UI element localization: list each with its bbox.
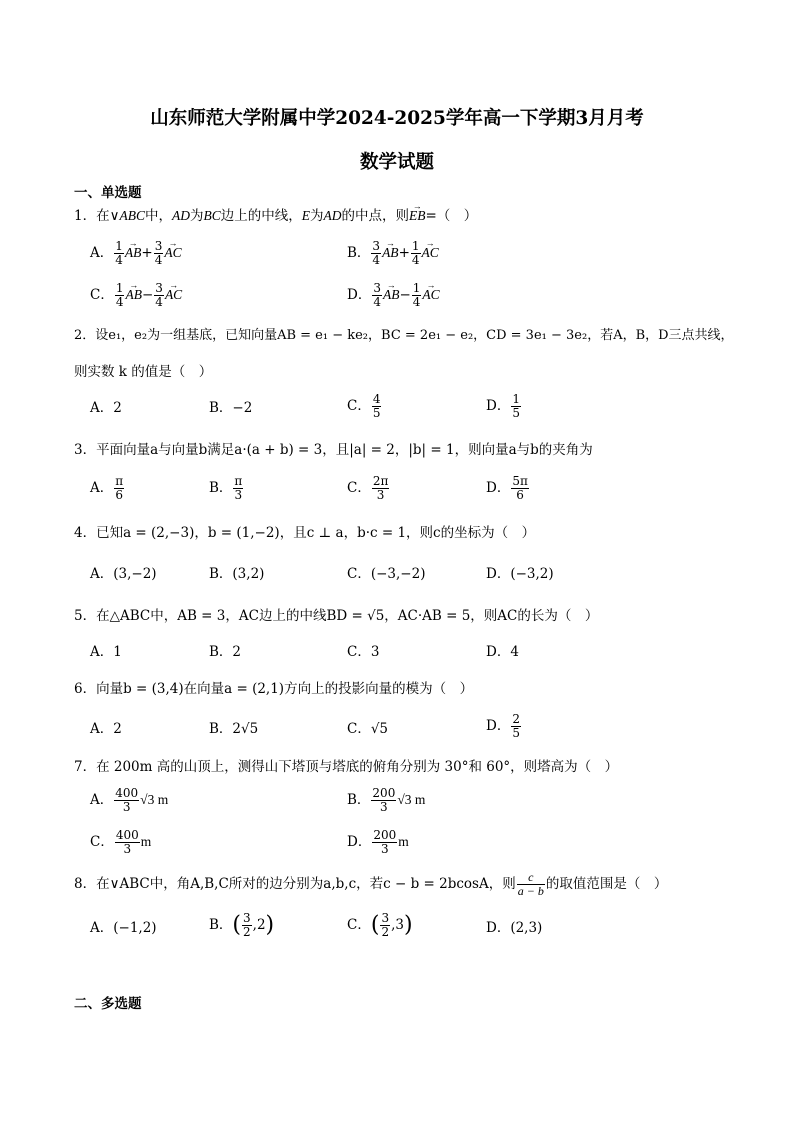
question-6-option-b: B．2√5 <box>209 721 259 737</box>
question-1-option-c: C． $\frac{1}{4}$ → AB− $\frac{3}{4}$ → AC <box>90 282 182 309</box>
question-7-stem: 7．在 200m 高的山顶上，测得山下塔顶与塔底的俯角分别为 30°和 60°，则塔高为（ ） <box>74 759 619 775</box>
question-3-option-c: C． $\frac{2\pi}{3}$ <box>347 474 389 502</box>
question-8-option-d: D．(2,3) <box>486 920 543 936</box>
question-2-option-d: D． $\frac{1}{5}$ <box>486 392 520 420</box>
question-4-option-d: D．(−3,2) <box>486 566 554 582</box>
page-title: 山东师范大学附属中学2024-2025学年高一下学期3月月考 <box>150 108 644 129</box>
question-4-option-a: A．(3,−2) <box>90 566 157 582</box>
question-3-option-a: A． $\frac{\pi}{6}$ <box>90 474 124 502</box>
question-7-option-b: B． $\frac{200}{3}$ √3 m <box>347 786 426 814</box>
page-subtitle: 数学试题 <box>359 152 434 173</box>
question-2-option-a: A．2 <box>90 400 122 416</box>
question-7-option-a: A． $\frac{400}{3}$ √3 m <box>90 786 169 814</box>
question-4-stem: 4．已知a = (2,−3)，b = (1,−2)，且c ⊥ a，b·c = 1，则c的坐标为（ ） <box>74 525 536 541</box>
question-1-option-d: D． $\frac{3}{4}$ → AB− $\frac{1}{4}$ → AC <box>347 282 440 309</box>
question-8-option-b: B．( $\frac{3}{2}$ ,2) <box>209 911 275 939</box>
question-7-option-d: D． $\frac{200}{3}$ m <box>347 828 409 856</box>
question-3-option-d: D． $\frac{5\pi}{6}$ <box>486 474 528 502</box>
question-2-stem-line2: 则实数 k 的值是（ ） <box>74 364 213 380</box>
question-4-option-b: B．(3,2) <box>209 566 265 582</box>
question-2-option-b: B．−2 <box>209 400 253 416</box>
question-4-option-c: C．(−3,−2) <box>347 566 426 582</box>
question-8-stem: 8．在∨ABC中，角A,B,C所对的边分别为a,b,c，若c − b = 2bcosA，则 $\frac{c}{a - b}$ 的取值范围是（ ） <box>74 870 668 898</box>
question-1-option-b: B． $\frac{3}{4}$ → AB+ $\frac{1}{4}$ → AC <box>347 240 439 267</box>
section-multiple-choice: 二、多选题 <box>74 996 142 1012</box>
question-8-option-a: A．(−1,2) <box>90 920 157 936</box>
question-6-option-d: D． $\frac{2}{5}$ <box>486 712 520 740</box>
question-5-option-a: A．1 <box>90 644 122 660</box>
question-5-option-d: D．4 <box>486 644 519 660</box>
question-5-option-c: C．3 <box>347 644 380 660</box>
question-6-option-c: C．√5 <box>347 721 389 737</box>
question-5-stem: 5．在△ABC中，AB = 3，AC边上的中线BD = √5，AC·AB = 5，则AC的长为（ ） <box>74 608 599 624</box>
question-7-option-c: C． $\frac{400}{3}$ m <box>90 828 152 856</box>
question-2-stem-line1: 2．设e₁，e₂为一组基底，已知向量AB = e₁ − ke₂，BC = 2e₁ − e₂，CD = 3e₁ − 3e₂，若A，B，D三点共线， <box>74 328 734 343</box>
question-6-option-a: A．2 <box>90 721 122 737</box>
question-8-option-c: C．( $\frac{3}{2}$ ,3) <box>347 911 413 939</box>
section-single-choice: 一、单选题 <box>74 185 142 201</box>
question-2-option-c: C． $\frac{4}{5}$ <box>347 392 381 420</box>
question-1-option-a: A． $\frac{1}{4}$ → AB+ $\frac{3}{4}$ → AC <box>90 240 182 267</box>
question-3-stem: 3．平面向量a与向量b满足a·(a + b) = 3，且|a| = 2，|b| = 1，则向量a与b的夹角为 <box>74 442 593 458</box>
question-3-option-b: B． $\frac{\pi}{3}$ <box>209 474 243 502</box>
question-5-option-b: B．2 <box>209 644 242 660</box>
question-1-stem: 1．在∨ABC中，AD为BC边上的中线，E为AD的中点，则→ EB=（ ） <box>74 206 477 226</box>
question-6-stem: 6．向量b = (3,4)在向量a = (2,1)方向上的投影向量的模为（ ） <box>74 681 474 697</box>
